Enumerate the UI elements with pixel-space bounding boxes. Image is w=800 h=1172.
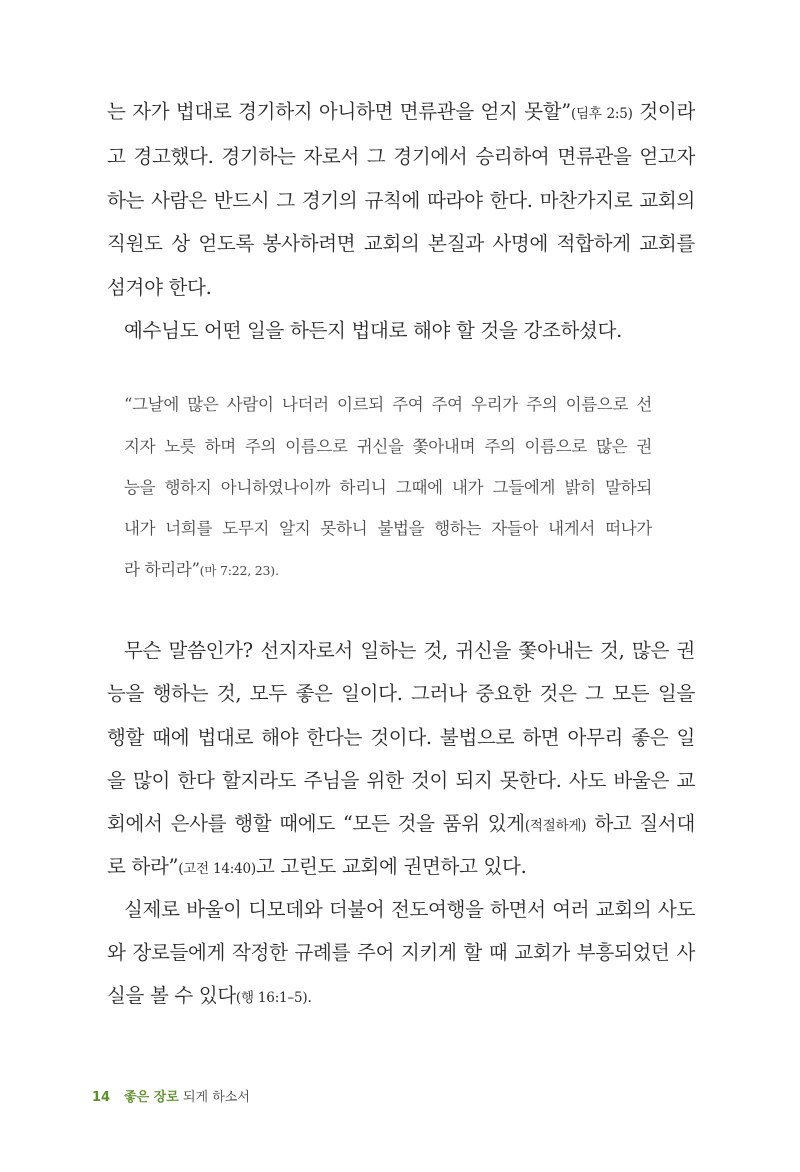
gloss-note: (적절하게)	[524, 818, 587, 834]
paragraph-1-line-1	[107, 97, 695, 129]
paragraph-4-line-2: 와 장로들에게 작정한 규례를 주어 지키게 할 때 교회가 부흥되었던 사	[107, 941, 695, 964]
scripture-reference: (행 16:1–5).	[235, 990, 312, 1006]
scripture-reference: (딤후 2:5)	[570, 106, 633, 122]
paragraph-1-line-4: 직원도 상 얻도록 봉사하려면 교회의 본질과 사명에 적합하게 교회를	[107, 232, 695, 255]
quote-line-3: 능을 행하지 아니하였나이까 하리니 그때에 내가 그들에게 밝히 말하되	[124, 478, 652, 497]
paragraph-3-line-6-text: 로 하라”	[107, 855, 179, 878]
paragraph-1-line-5: 섬겨야 한다.	[107, 276, 212, 299]
paragraph-1-line-1-text: 는 자가 법대로 경기하지 아니하면 면류관을 얻지 못할”	[107, 100, 571, 123]
quote-line-2: 지자 노릇 하며 주의 이름으로 귀신을 쫓아내며 주의 이름으로 많은 권	[124, 437, 652, 456]
paragraph-3-line-4: 을 많이 한다 할지라도 주님을 위한 것이 되지 못한다. 사도 바울은 교	[107, 769, 695, 792]
paragraph-3-line-6	[107, 852, 695, 884]
paragraph-1-line-1-tail: 것이라	[632, 100, 695, 123]
paragraph-1-line-2: 고 경고했다. 경기하는 자로서 그 경기에서 승리하여 면류관을 얻고자	[107, 145, 695, 168]
paragraph-4-line-3-text: 실을 볼 수 있다	[107, 984, 236, 1007]
paragraph-3-line-3: 행할 때에 법대로 해야 한다는 것이다. 불법으로 하면 아무리 좋은 일	[107, 726, 695, 749]
paragraph-2-line-1: 예수님도 어떤 일을 하든지 법대로 해야 할 것을 강조하셨다.	[124, 319, 622, 342]
paragraph-4-line-1: 실제로 바울이 디모데와 더불어 전도여행을 하면서 여러 교회의 사도	[124, 898, 695, 921]
paragraph-3-line-5	[107, 809, 695, 841]
running-title-rest: 되게 하소서	[178, 1090, 250, 1105]
quote-line-4: 내가 너희를 도무지 알지 못하니 불법을 행하는 자들아 내게서 떠나가	[124, 519, 652, 538]
paragraph-1-line-3: 하는 사람은 반드시 그 경기의 규칙에 따라야 한다. 마찬가지로 교회의	[107, 189, 695, 212]
quote-line-5-text: 라 하리라”	[124, 560, 200, 579]
page-number: 14	[92, 1090, 111, 1105]
paragraph-3-line-6-tail: 고 고린도 교회에 권면하고 있다.	[256, 855, 527, 878]
paragraph-3-line-5-tail: 하고 질서대	[586, 812, 695, 835]
paragraph-3-line-5-text: 회에서 은사를 행할 때에도 “모든 것을 품위 있게	[107, 812, 525, 835]
quote-line-5	[124, 557, 652, 584]
scripture-reference: (고전 14:40)	[178, 861, 256, 877]
quote-line-1: “그날에 많은 사람이 나더러 이르되 주여 주여 우리가 주의 이름으로 선	[124, 395, 652, 414]
page-footer	[92, 1088, 250, 1108]
scripture-reference: (마 7:22, 23).	[199, 563, 279, 578]
running-title-bold: 좋은 장로	[124, 1090, 179, 1105]
paragraph-3-line-1: 무슨 말씀인가? 선지자로서 일하는 것, 귀신을 쫓아내는 것, 많은 권	[124, 639, 695, 662]
paragraph-3-line-2: 능을 행하는 것, 모두 좋은 일이다. 그러나 중요한 것은 그 모든 일을	[107, 682, 695, 705]
paragraph-4-line-3	[107, 981, 695, 1013]
